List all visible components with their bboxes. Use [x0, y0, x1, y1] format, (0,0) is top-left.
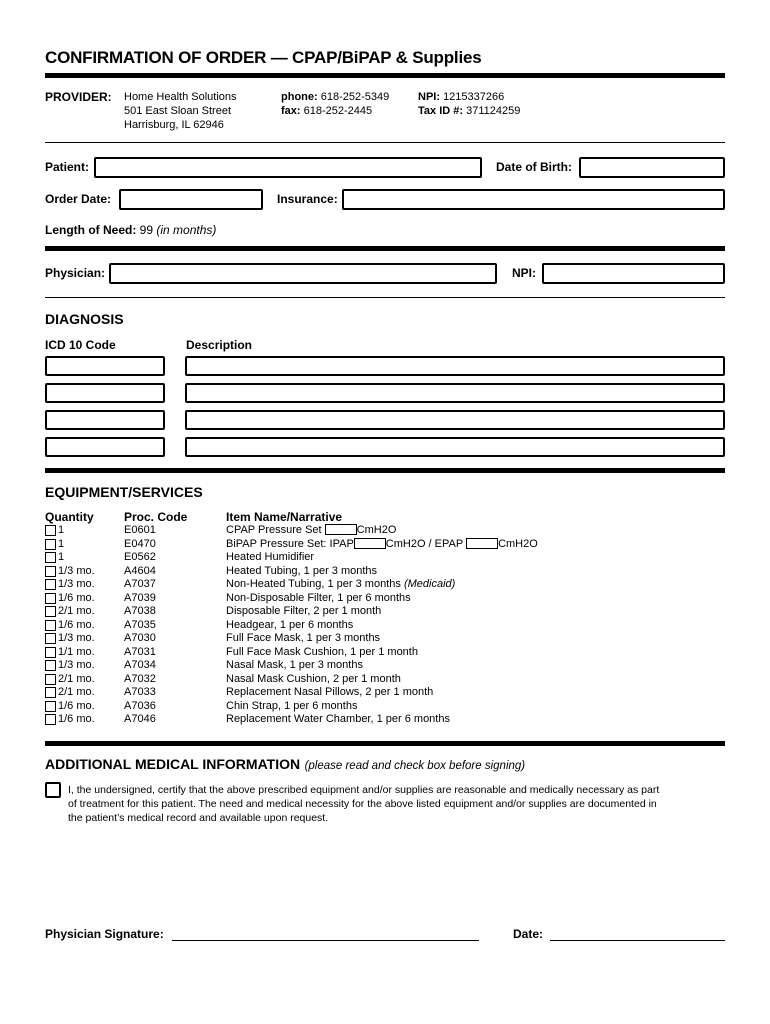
quantity-header: Quantity	[45, 510, 94, 524]
ipap-pressure-field[interactable]	[354, 538, 386, 549]
signature-label: Physician Signature:	[45, 927, 164, 941]
provider-phone	[281, 90, 389, 105]
divider	[45, 246, 725, 251]
equipment-checkbox[interactable]	[45, 633, 56, 644]
equipment-row	[45, 605, 725, 619]
quantity-cell: 1/3 mo.	[58, 632, 95, 644]
date-label: Date:	[513, 927, 544, 941]
description-header: Description	[186, 338, 253, 352]
taxid-label: Tax ID #:	[418, 105, 464, 117]
provider-npi-label: NPI:	[418, 91, 440, 103]
diagnosis-heading: DIAGNOSIS	[45, 311, 124, 327]
provider-taxid	[418, 104, 520, 119]
equipment-row	[45, 646, 725, 660]
icd-code-header: ICD 10 Code	[45, 338, 116, 352]
item-cell: Disposable Filter, 2 per 1 month	[226, 605, 382, 617]
quantity-cell: 2/1 mo.	[58, 605, 95, 617]
item-text: BiPAP Pressure Set: IPAP	[226, 537, 354, 550]
fax-label: fax:	[281, 105, 301, 117]
quantity-cell: 1/6 mo.	[58, 618, 95, 631]
proc-code-cell: A7033	[124, 686, 156, 698]
dob-label: Date of Birth:	[496, 160, 572, 174]
cpap-pressure-field[interactable]	[325, 524, 357, 535]
epap-pressure-field[interactable]	[466, 538, 498, 549]
equipment-checkbox[interactable]	[45, 566, 56, 577]
certification-line: the patient’s medical record and available upon request.	[68, 812, 329, 824]
icd-code-field-2[interactable]	[45, 383, 165, 403]
provider-label: PROVIDER:	[45, 90, 112, 104]
equipment-row	[45, 578, 725, 592]
quantity-cell: 2/1 mo.	[58, 686, 95, 698]
proc-code-cell: E0601	[124, 524, 156, 536]
item-cell: Full Face Mask, 1 per 3 months	[226, 632, 381, 644]
equipment-checkbox[interactable]	[45, 593, 56, 604]
proc-code-cell: A7037	[124, 578, 156, 590]
proc-code-cell: A7034	[124, 659, 156, 671]
length-value: 99	[139, 223, 154, 237]
equipment-row	[45, 713, 725, 727]
quantity-cell: 2/1 mo.	[58, 672, 95, 685]
equipment-row	[45, 673, 725, 687]
item-cell: Full Face Mask Cushion, 1 per 1 month	[226, 645, 418, 658]
divider	[45, 142, 725, 143]
equipment-row	[45, 700, 725, 714]
proc-code-cell: A7035	[124, 618, 156, 631]
equipment-row	[45, 619, 725, 633]
equipment-checkbox[interactable]	[45, 714, 56, 725]
unit-text: CmH2O	[356, 524, 397, 536]
equipment-heading: EQUIPMENT/SERVICES	[45, 484, 203, 500]
length-label: Length of Need:	[45, 223, 137, 237]
equipment-checkbox[interactable]	[45, 701, 56, 712]
divider	[45, 741, 725, 746]
item-cell	[226, 538, 538, 550]
divider	[45, 73, 725, 78]
equipment-checkbox[interactable]	[45, 620, 56, 631]
quantity-cell: 1/3 mo.	[58, 659, 95, 671]
certification-line: of treatment for this patient. The need and medical necessity for the above listed equipment and/or supplies are documented in	[68, 798, 657, 810]
description-field-4[interactable]	[185, 437, 725, 457]
length-unit: (in months)	[156, 223, 217, 237]
additional-title: ADDITIONAL MEDICAL INFORMATION	[45, 756, 301, 772]
equipment-checkbox[interactable]	[45, 660, 56, 671]
item-cell: Heated Tubing, 1 per 3 months	[226, 564, 378, 577]
provider-city: Harrisburg, IL 62946	[124, 119, 224, 131]
equipment-row	[45, 524, 725, 538]
description-field-3[interactable]	[185, 410, 725, 430]
proc-code-cell: A4604	[124, 564, 156, 577]
item-name-header: Item Name/Narrative	[226, 510, 343, 524]
unit-text: CmH2O	[498, 537, 538, 550]
equipment-row	[45, 659, 725, 673]
certification-text	[68, 783, 659, 825]
item-cell: Replacement Water Chamber, 1 per 6 months	[226, 713, 450, 725]
icd-code-field-4[interactable]	[45, 437, 165, 457]
item-cell: Replacement Nasal Pillows, 2 per 1 month	[226, 686, 434, 698]
page-title: CONFIRMATION OF ORDER — CPAP/BiPAP & Supplies	[45, 48, 482, 67]
equipment-checkbox[interactable]	[45, 674, 56, 685]
taxid-value: 371124259	[466, 105, 521, 117]
physician-field[interactable]	[109, 263, 497, 284]
item-note: (Medicaid)	[403, 578, 456, 590]
item-cell: Nasal Mask, 1 per 3 months	[226, 659, 363, 671]
item-cell: Nasal Mask Cushion, 2 per 1 month	[226, 672, 401, 685]
certify-checkbox[interactable]	[45, 782, 61, 798]
order-date-label: Order Date:	[45, 192, 112, 206]
physician-npi-field[interactable]	[542, 263, 725, 284]
insurance-field[interactable]	[342, 189, 725, 210]
item-cell: Heated Humidifier	[226, 551, 315, 563]
quantity-cell: 1/6 mo.	[58, 591, 95, 604]
equipment-checkbox[interactable]	[45, 647, 56, 658]
description-field-1[interactable]	[185, 356, 725, 376]
proc-code-cell: A7038	[124, 605, 156, 617]
phone-label: phone:	[281, 91, 318, 103]
item-text: Non-Heated Tubing, 1 per 3 months	[226, 578, 401, 590]
date-line[interactable]	[550, 927, 725, 941]
item-cell: Headgear, 1 per 6 months	[226, 618, 354, 631]
proc-code-cell: A7036	[124, 699, 156, 712]
equipment-row	[45, 551, 725, 565]
provider-street: 501 East Sloan Street	[124, 105, 232, 117]
insurance-label: Insurance:	[277, 192, 338, 206]
item-cell	[226, 578, 455, 590]
additional-heading	[45, 756, 525, 774]
quantity-cell: 1/1 mo.	[58, 645, 95, 658]
equipment-checkbox[interactable]	[45, 687, 56, 698]
proc-code-cell: E0470	[124, 537, 156, 550]
proc-code-header: Proc. Code	[124, 510, 188, 524]
quantity-cell: 1/6 mo.	[58, 699, 95, 712]
length-of-need	[45, 223, 216, 237]
proc-code-cell: A7031	[124, 645, 156, 658]
item-cell	[226, 524, 396, 536]
equipment-checkbox[interactable]	[45, 606, 56, 617]
item-text: CPAP Pressure Set	[226, 524, 322, 536]
proc-code-cell: A7032	[124, 672, 156, 685]
quantity-cell: 1/3 mo.	[58, 564, 95, 577]
proc-code-cell: E0562	[124, 551, 156, 563]
equipment-checkbox[interactable]	[45, 552, 56, 563]
physician-label: Physician:	[45, 266, 106, 280]
equipment-row	[45, 538, 725, 552]
proc-code-cell: A7046	[124, 713, 156, 725]
quantity-cell: 1	[58, 537, 65, 550]
order-date-field[interactable]	[119, 189, 263, 210]
dob-field[interactable]	[579, 157, 725, 178]
patient-field[interactable]	[94, 157, 482, 178]
additional-subtitle: (please read and check box before signing)	[304, 760, 526, 772]
divider	[45, 468, 725, 473]
unit-text: CmH2O / EPAP	[385, 537, 464, 550]
fax-value: 618-252-2445	[303, 105, 373, 117]
proc-code-cell: A7039	[124, 591, 156, 604]
provider-npi-value: 1215337266	[443, 91, 505, 103]
item-cell: Non-Disposable Filter, 1 per 6 months	[226, 591, 411, 604]
equipment-checkbox[interactable]	[45, 579, 56, 590]
signature-line[interactable]	[172, 927, 479, 941]
quantity-cell: 1	[58, 551, 65, 563]
provider-fax	[281, 104, 372, 119]
divider	[45, 297, 725, 298]
icd-code-field-3[interactable]	[45, 410, 165, 430]
provider-npi	[418, 90, 504, 105]
quantity-cell: 1/6 mo.	[58, 713, 95, 725]
equipment-row	[45, 565, 725, 579]
description-field-2[interactable]	[185, 383, 725, 403]
equipment-checkbox[interactable]	[45, 539, 56, 550]
icd-code-field-1[interactable]	[45, 356, 165, 376]
equipment-checkbox[interactable]	[45, 525, 56, 536]
equipment-row	[45, 632, 725, 646]
provider-name: Home Health Solutions	[124, 91, 237, 103]
certification-line: I, the undersigned, certify that the above prescribed equipment and/or supplies are reasonable and medically necessary as part	[68, 784, 660, 796]
proc-code-cell: A7030	[124, 632, 156, 644]
quantity-cell: 1	[58, 524, 65, 536]
equipment-row	[45, 592, 725, 606]
item-cell: Chin Strap, 1 per 6 months	[226, 699, 358, 712]
phone-value: 618-252-5349	[320, 91, 390, 103]
equipment-row	[45, 686, 725, 700]
physician-npi-label: NPI:	[512, 266, 536, 280]
patient-label: Patient:	[45, 160, 90, 174]
quantity-cell: 1/3 mo.	[58, 578, 95, 590]
